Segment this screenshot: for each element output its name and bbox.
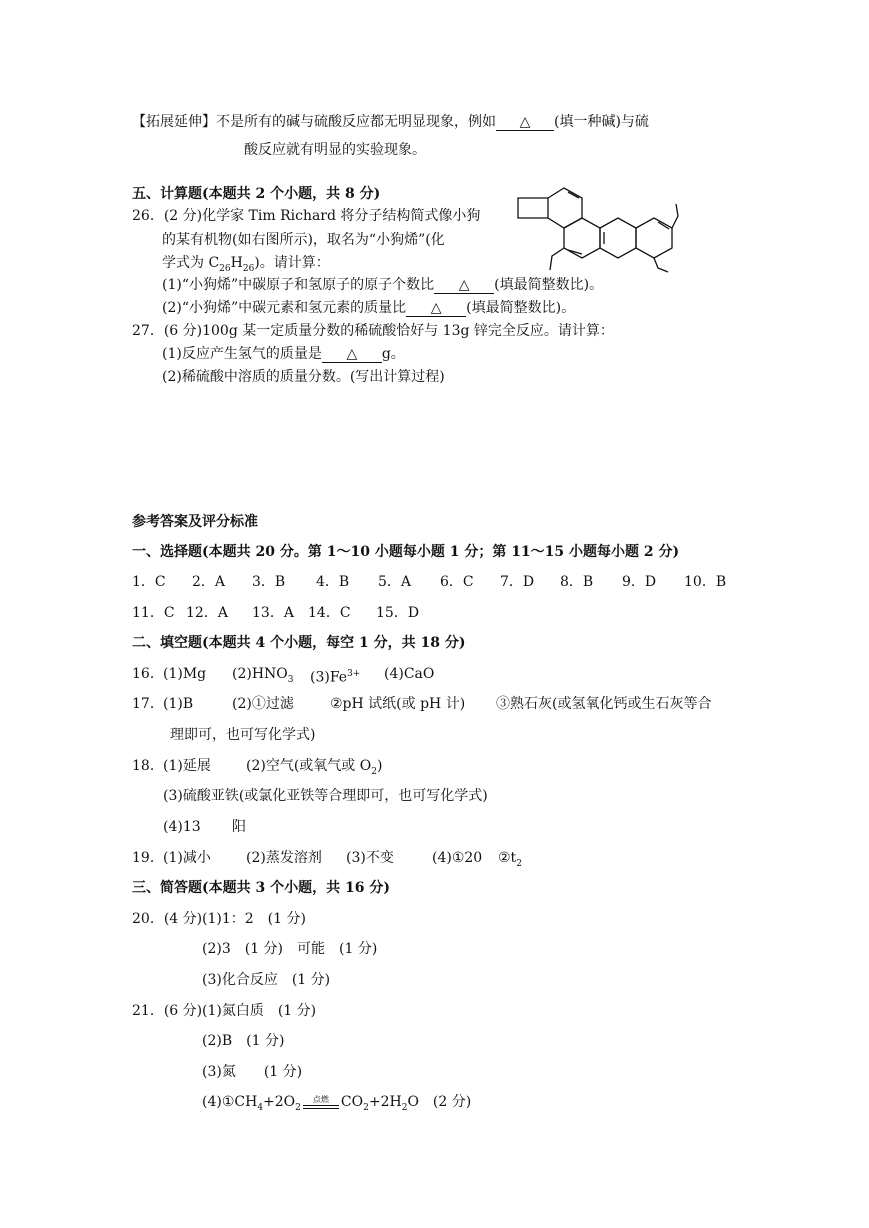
- ethyl-group: [672, 204, 678, 228]
- choice-answer: 5．A: [378, 574, 412, 590]
- choice-answer: 15．D: [376, 605, 420, 621]
- choice-answer: 14．C: [308, 605, 351, 621]
- ethyl-group: [654, 258, 668, 272]
- section-heading: 二、填空题(本题共 4 个小题，每空 1 分，共 18 分): [132, 635, 466, 651]
- section-heading: 五、计算题(本题共 2 个小题，共 8 分): [132, 186, 381, 202]
- choice-answer: 9．D: [622, 574, 657, 590]
- molecule-structure-diagram: [512, 186, 692, 278]
- choice-answer: 7．D: [500, 574, 535, 590]
- question-27-line-1: 27．(6 分)100g 某一定质量分数的稀硫酸恰好与 13g 锌完全反应。请计算：: [132, 323, 614, 339]
- question-26-line-2: 的某有机物(如右图所示)，取名为“小狗烯”(化: [162, 232, 445, 248]
- cyclobutane-ring: [518, 198, 548, 218]
- benzene-ring-3: [600, 218, 636, 258]
- extension-label: 【拓展延伸】: [132, 114, 216, 130]
- answer-blank: △: [496, 114, 554, 131]
- choice-answer: 12．A: [186, 605, 228, 621]
- choice-answer: 8．B: [560, 574, 594, 590]
- question-26-part-2: (2)“小狗烯”中碳元素和氢元素的质量比 △ (填最简整数比)。: [162, 300, 576, 316]
- choice-answer: 2．A: [192, 574, 226, 590]
- choice-answer: 11．C: [132, 605, 175, 621]
- answer-blank: △: [434, 277, 494, 294]
- ethyl-group: [550, 248, 564, 270]
- choice-answer: 4．B: [316, 574, 350, 590]
- choice-answer: 10．B: [684, 574, 727, 590]
- chemical-equation: $(4)①CH_4+2O_2$ 点燃 $CO_2+2H_2O$ (2 分): [202, 1094, 472, 1113]
- section-heading: 三、简答题(本题共 3 个小题，共 16 分): [132, 880, 390, 896]
- benzene-ring-1: [548, 188, 582, 228]
- choice-answer: 13．A: [252, 605, 294, 621]
- question-27-part-1: (1)反应产生氢气的质量是 △ g。: [162, 346, 405, 362]
- benzene-ring-2: [564, 218, 600, 258]
- extension-line-2: 酸反应就有明显的实验现象。: [244, 142, 426, 158]
- answer-blank: △: [322, 346, 382, 363]
- choice-answer: 1．C: [132, 574, 166, 590]
- extension-line-1: 【拓展延伸】不是所有的碱与硫酸反应都无明显现象，例如 △ (填一种碱)与硫: [132, 114, 649, 130]
- section-heading: 一、选择题(本题共 20 分。第 1～10 小题每小题 1 分；第 11～15 小题每小题 2 分): [132, 544, 680, 560]
- choice-answer: 6．C: [440, 574, 474, 590]
- question-26-line-3: 学式为 $C_{26}H_{26}$)。请计算：: [162, 255, 330, 274]
- answer-key-title: 参考答案及评分标准: [132, 514, 258, 530]
- question-27-part-2: (2)稀硫酸中溶质的质量分数。(写出计算过程): [162, 369, 445, 385]
- answer-blank: △: [406, 300, 466, 317]
- question-26-line-1: 26．(2 分)化学家 Tim Richard 将分子结构简式像小狗: [132, 208, 481, 224]
- reaction-condition-arrow: 点燃: [303, 1095, 339, 1109]
- choice-answer: 3．B: [252, 574, 286, 590]
- benzene-ring-4: [636, 218, 672, 258]
- question-26-part-1: (1)“小狗烯”中碳原子和氢原子的原子个数比 △ (填最简整数比)。: [162, 277, 604, 293]
